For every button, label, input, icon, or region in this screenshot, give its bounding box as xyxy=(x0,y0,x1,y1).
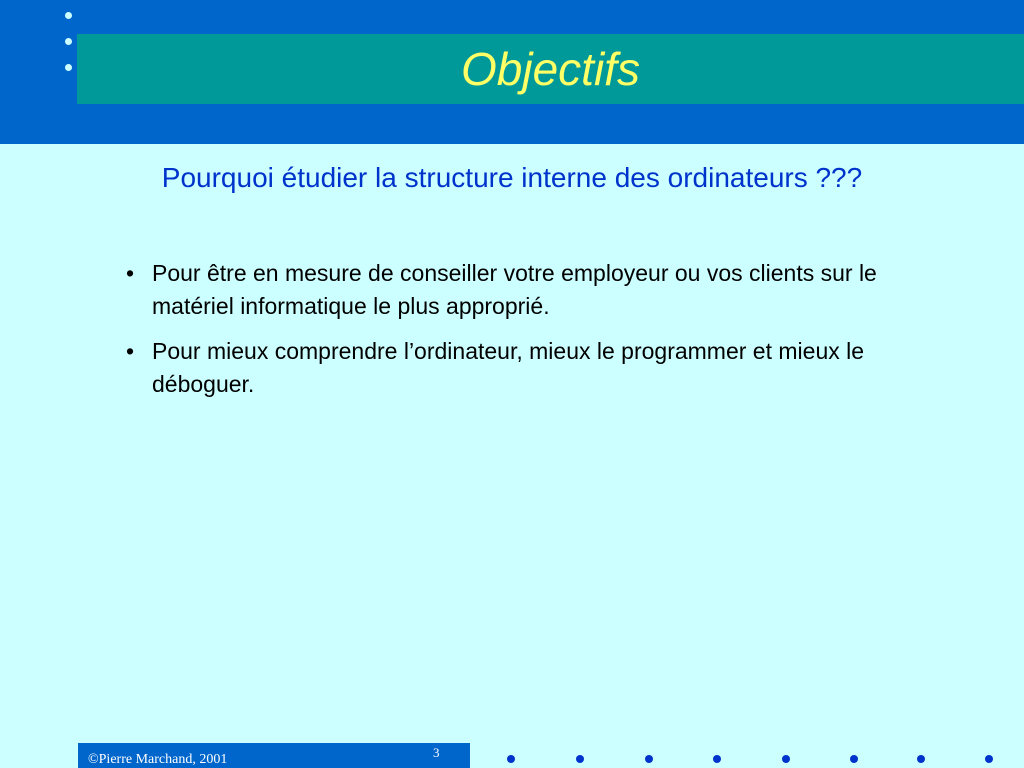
footer-copyright: ©Pierre Marchand, 2001 xyxy=(88,752,228,767)
footer-dot xyxy=(645,755,653,763)
slide-title: Objectifs xyxy=(461,43,640,95)
bullet-item xyxy=(122,257,942,323)
footer-dot xyxy=(576,755,584,763)
header-dot xyxy=(65,12,72,19)
bullet-text: Pour être en mesure de conseiller votre employeur ou vos clients sur le matériel informatique le plus approprié. xyxy=(152,260,877,319)
footer-dot xyxy=(985,755,993,763)
bullet-text: Pour mieux comprendre l’ordinateur, mieux le programmer et mieux le déboguer. xyxy=(152,338,865,397)
footer-dot xyxy=(850,755,858,763)
footer-dot xyxy=(713,755,721,763)
slide-subtitle: Pourquoi étudier la structure interne des ordinateurs ??? xyxy=(161,162,863,193)
bullet-icon: • xyxy=(126,338,135,364)
footer-dot xyxy=(507,755,515,763)
bullet-icon: • xyxy=(126,260,135,286)
bullet-item xyxy=(122,335,942,401)
page-number: 3 xyxy=(433,745,440,760)
header-dot xyxy=(65,64,72,71)
header-dot xyxy=(65,38,72,45)
footer-dot xyxy=(917,755,925,763)
bullet-list xyxy=(122,257,942,413)
footer-dot xyxy=(782,755,790,763)
